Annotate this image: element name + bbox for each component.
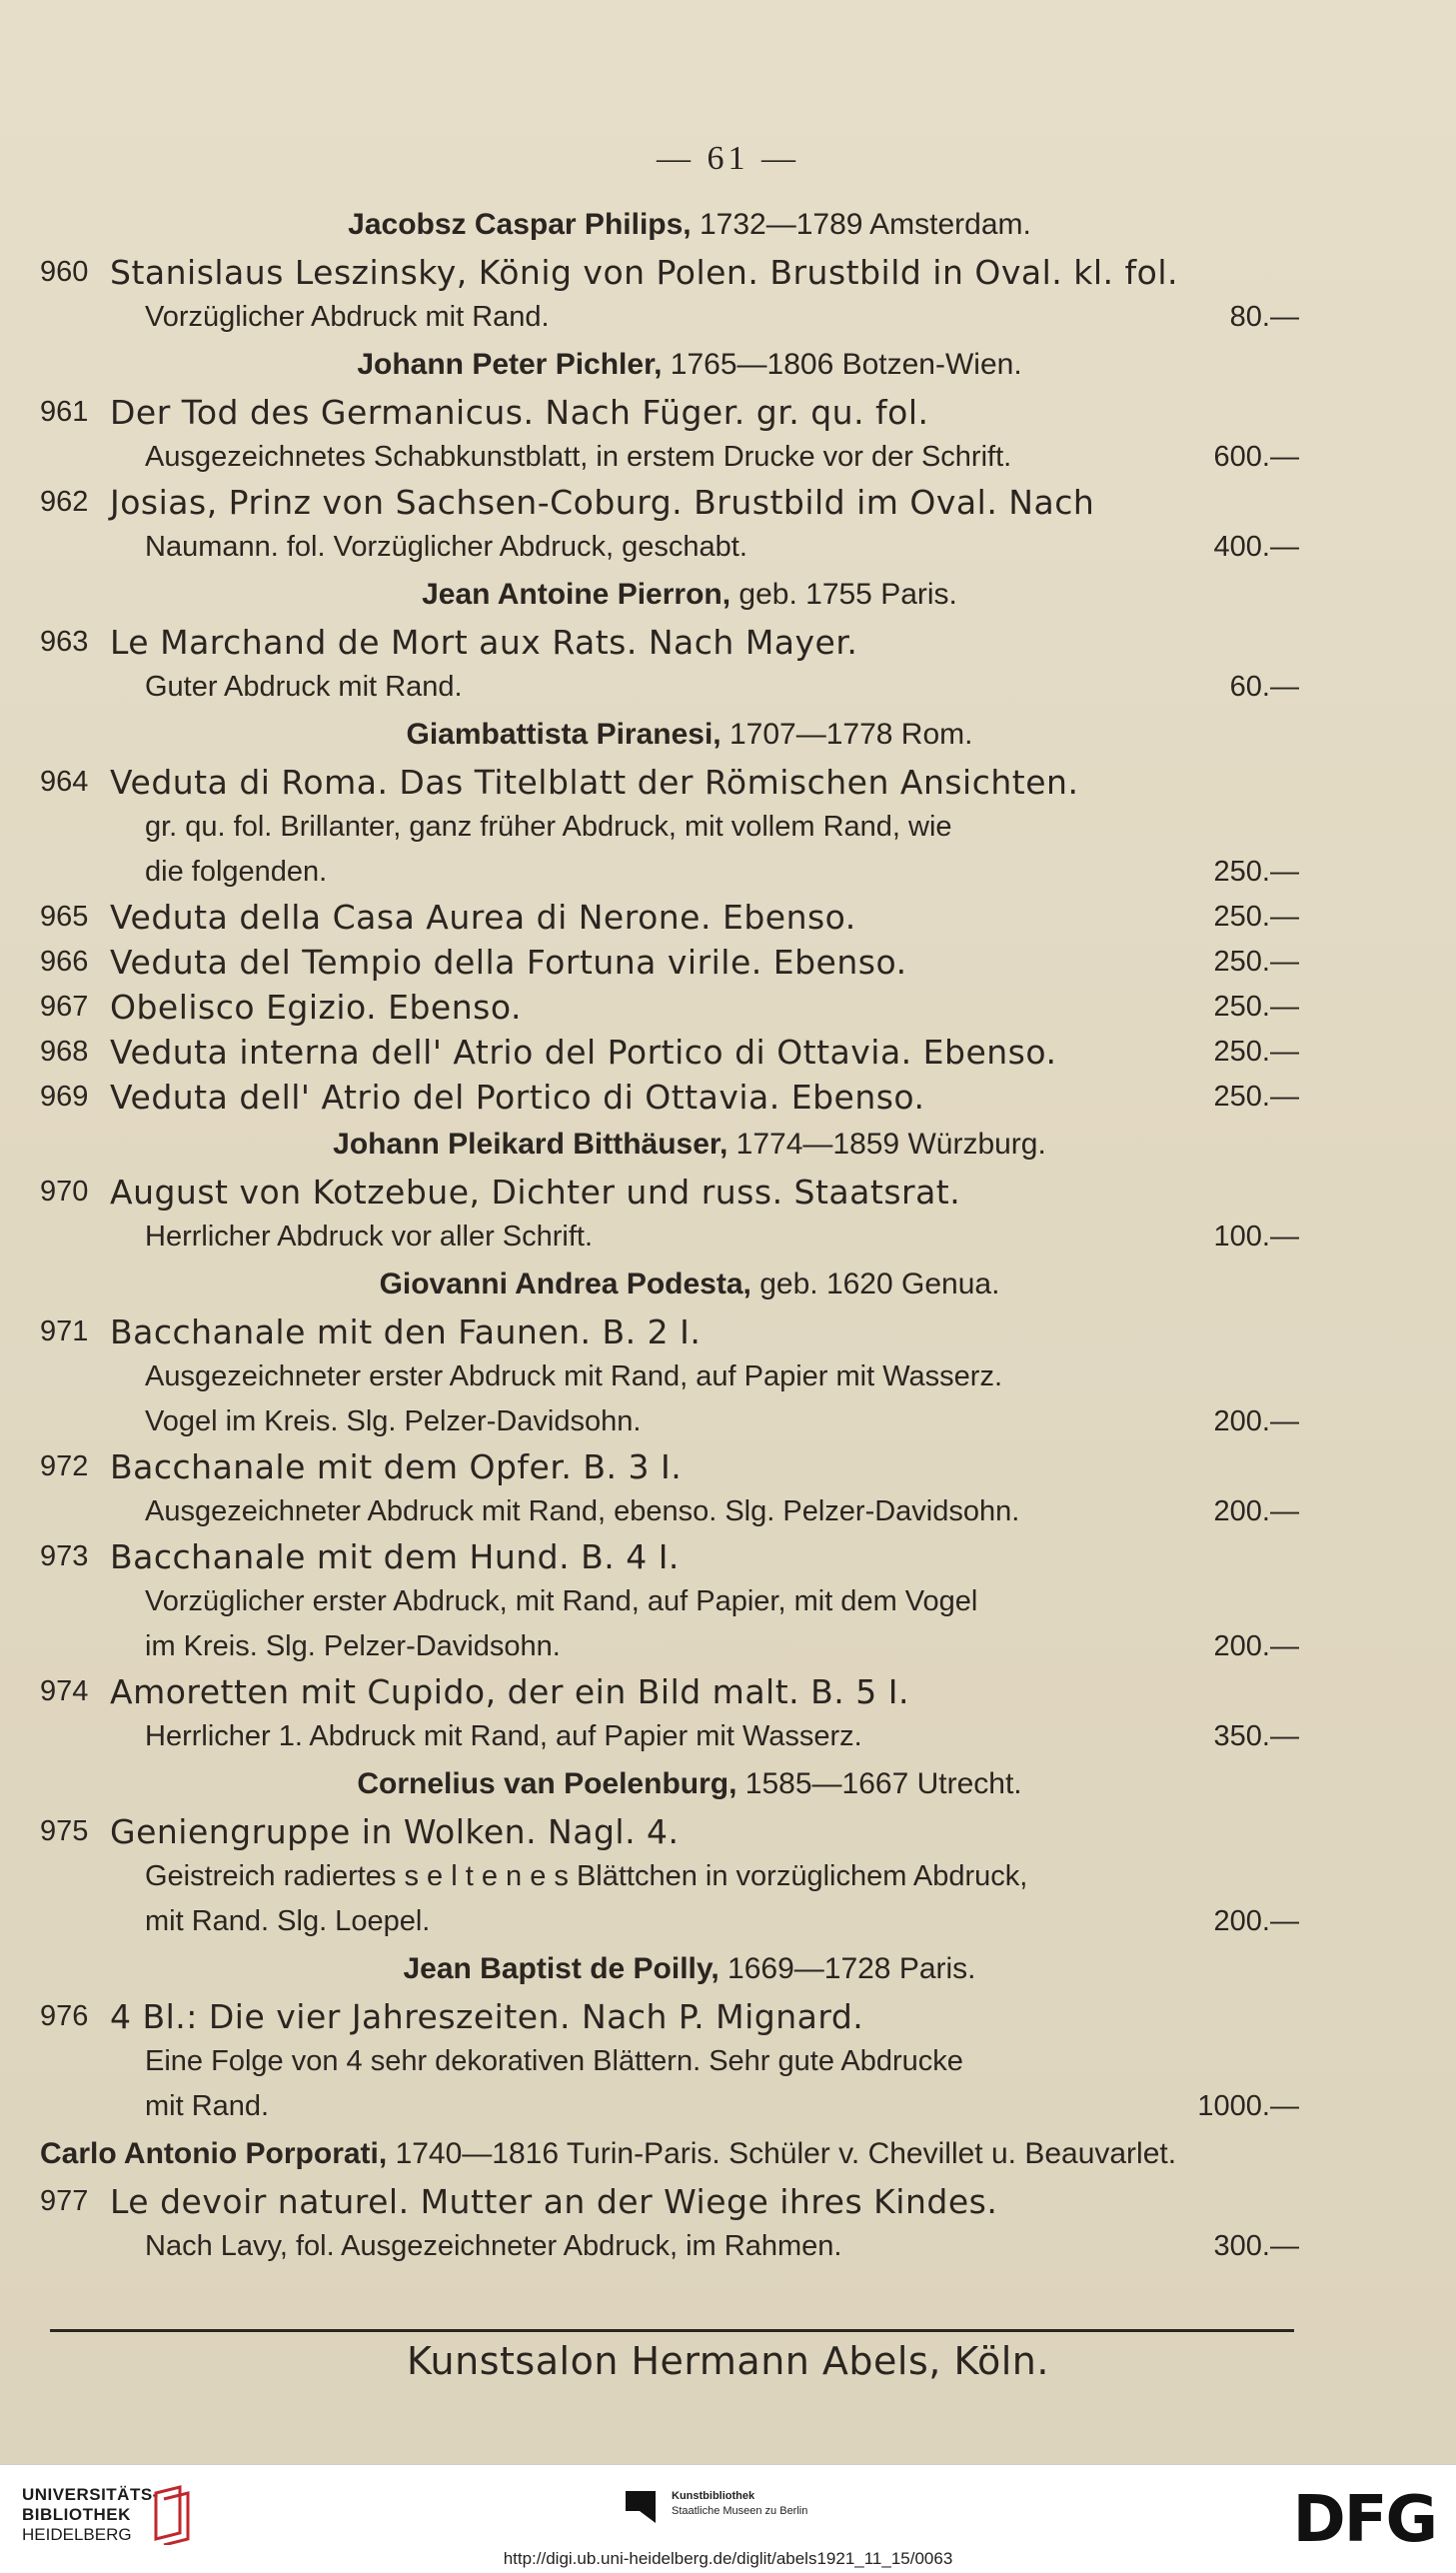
- artist-info: geb. 1620 Genua.: [759, 1268, 1000, 1300]
- lot-number: 960: [40, 256, 89, 288]
- lot-description: Ausgezeichnetes Schabkunstblatt, in erstem Drucke vor der Schrift.: [145, 441, 1012, 473]
- lot-entry: [40, 390, 1299, 480]
- lot-entry: [40, 480, 1299, 570]
- lot-number: 972: [40, 1450, 89, 1482]
- lot-line: [40, 1624, 1299, 1669]
- lot-price: 600.—: [1213, 441, 1299, 473]
- ub-logo-line: HEIDELBERG: [22, 2525, 132, 2544]
- lot-entry: [40, 1534, 1299, 1669]
- lot-title: Geniengruppe in Wolken. Nagl. 4.: [110, 1812, 680, 1851]
- artist-name: Johann Pleikard Bitthäuser,: [333, 1128, 728, 1161]
- lot-title: Veduta interna dell' Atrio del Portico di Ottavia. Ebenso.: [110, 1033, 1057, 1072]
- catalog-content: [40, 200, 1299, 2269]
- lot-price: 250.—: [1213, 1081, 1299, 1113]
- lot-description: Nach Lavy, fol. Ausgezeichneter Abdruck, im Rahmen.: [145, 2230, 842, 2262]
- lot-title: Bacchanale mit den Faunen. B. 2 I.: [110, 1312, 702, 1351]
- lot-line: [40, 2039, 1299, 2084]
- lot-line: [40, 390, 1299, 435]
- lot-entry: [40, 940, 1299, 985]
- lot-number: 971: [40, 1315, 89, 1347]
- artist-info: 1585—1667 Utrecht.: [744, 1767, 1022, 1800]
- artist-heading: [40, 340, 1299, 390]
- lot-line: [40, 1854, 1299, 1899]
- lot-entry: [40, 250, 1299, 340]
- lot-number: 975: [40, 1815, 89, 1847]
- lot-entry: [40, 895, 1299, 940]
- lot-price: 300.—: [1213, 2230, 1299, 2262]
- lot-line: [40, 250, 1299, 295]
- lot-number: 965: [40, 901, 89, 933]
- lot-title: August von Kotzebue, Dichter und russ. Staatsrat.: [110, 1173, 961, 1212]
- lot-line: [40, 1669, 1299, 1714]
- lot-line: [40, 1809, 1299, 1854]
- lot-title: Der Tod des Germanicus. Nach Füger. gr. qu. fol.: [110, 393, 929, 432]
- artist-name: Jacobsz Caspar Philips,: [348, 208, 692, 241]
- lot-line: [40, 2084, 1299, 2129]
- kunstbibliothek-label: [672, 2489, 807, 2519]
- lot-title: Le Marchand de Mort aux Rats. Nach Mayer.: [110, 623, 858, 662]
- lot-line: [40, 1579, 1299, 1624]
- artist-info: 1669—1728 Paris.: [728, 1952, 976, 1985]
- lot-number: 963: [40, 626, 89, 658]
- lot-entry: [40, 620, 1299, 710]
- lot-price: 60.—: [1229, 671, 1299, 703]
- bottom-bar: [0, 2464, 1456, 2573]
- lot-number: 964: [40, 766, 89, 798]
- artist-info: 1740—1816 Turin-Paris. Schüler v. Chevillet u. Beauvarlet.: [395, 2137, 1177, 2170]
- lot-price: 250.—: [1213, 901, 1299, 933]
- lot-line: [40, 1170, 1299, 1215]
- lot-entry: [40, 2179, 1299, 2269]
- lot-number: 968: [40, 1036, 89, 1068]
- lot-title: Bacchanale mit dem Opfer. B. 3 I.: [110, 1447, 683, 1486]
- lot-title: Stanislaus Leszinsky, König von Polen. Brustbild in Oval. kl. fol.: [110, 253, 1178, 292]
- artist-heading: [40, 2129, 1299, 2179]
- lot-description: Geistreich radiertes s e l t e n e s Blättchen in vorzüglichem Abdruck,: [145, 1860, 1028, 1892]
- lot-price: 80.—: [1229, 301, 1299, 333]
- lot-title: Veduta del Tempio della Fortuna virile. Ebenso.: [110, 943, 907, 982]
- lot-entry: [40, 985, 1299, 1030]
- lot-entry: [40, 760, 1299, 895]
- ub-mark-icon: [150, 2483, 198, 2545]
- lot-price: 200.—: [1213, 1630, 1299, 1662]
- lot-line: [40, 1534, 1299, 1579]
- lot-description: Vorzüglicher Abdruck mit Rand.: [145, 301, 550, 333]
- lot-description: Naumann. fol. Vorzüglicher Abdruck, geschabt.: [145, 531, 747, 563]
- lot-title: 4 Bl.: Die vier Jahreszeiten. Nach P. Mignard.: [110, 1997, 864, 2036]
- lot-line: [40, 665, 1299, 710]
- lot-description: Ausgezeichneter erster Abdruck mit Rand, auf Papier mit Wasserz.: [145, 1360, 1003, 1392]
- page-number: — 61 —: [657, 140, 799, 177]
- lot-price: 200.—: [1213, 1905, 1299, 1937]
- lot-description: gr. qu. fol. Brillanter, ganz früher Abdruck, mit vollem Rand, wie: [145, 811, 952, 843]
- ub-logo-line: BIBLIOTHEK: [22, 2505, 131, 2524]
- lot-price: 250.—: [1213, 856, 1299, 888]
- artist-info: 1774—1859 Würzburg.: [735, 1128, 1046, 1161]
- artist-info: 1707—1778 Rom.: [728, 718, 973, 751]
- lot-title: Josias, Prinz von Sachsen-Coburg. Brustbild im Oval. Nach: [110, 483, 1095, 522]
- artist-heading: [40, 1759, 1299, 1809]
- lot-line: [40, 895, 1299, 940]
- lot-title: Veduta di Roma. Das Titelblatt der Römischen Ansichten.: [110, 763, 1079, 802]
- footer-rule: [50, 2329, 1294, 2332]
- artist-name: Johann Peter Pichler,: [357, 348, 663, 381]
- artist-name: Jean Baptist de Poilly,: [403, 1952, 720, 1985]
- lot-number: 977: [40, 2185, 89, 2217]
- artist-name: Giovanni Andrea Podesta,: [379, 1268, 751, 1300]
- lot-line: [40, 1489, 1299, 1534]
- lot-title: Veduta dell' Atrio del Portico di Ottavia. Ebenso.: [110, 1078, 925, 1117]
- lot-line: [40, 1899, 1299, 1944]
- lot-title: Le devoir naturel. Mutter an der Wiege ihres Kindes.: [110, 2182, 998, 2221]
- artist-heading: [40, 1260, 1299, 1309]
- lot-line: [40, 2224, 1299, 2269]
- lot-line: [40, 850, 1299, 895]
- lot-line: [40, 940, 1299, 985]
- lot-title: Amoretten mit Cupido, der ein Bild malt. B. 5 I.: [110, 1672, 909, 1711]
- ub-heidelberg-logo[interactable]: [22, 2485, 159, 2545]
- lot-number: 967: [40, 991, 89, 1023]
- lot-title: Obelisco Egizio. Ebenso.: [110, 988, 522, 1027]
- lot-line: [40, 1030, 1299, 1075]
- lot-entry: [40, 1809, 1299, 1944]
- artist-heading: [40, 1944, 1299, 1994]
- lot-description: im Kreis. Slg. Pelzer-Davidsohn.: [145, 1630, 561, 1662]
- lot-entry: [40, 1170, 1299, 1260]
- lot-number: 974: [40, 1675, 89, 1707]
- lot-price: 250.—: [1213, 1036, 1299, 1068]
- lot-line: [40, 435, 1299, 480]
- artist-heading: [40, 710, 1299, 760]
- artist-heading: [40, 570, 1299, 620]
- lot-description: Eine Folge von 4 sehr dekorativen Blättern. Sehr gute Abdrucke: [145, 2045, 963, 2077]
- artist-name: Carlo Antonio Porporati,: [40, 2137, 388, 2170]
- lot-number: 962: [40, 486, 89, 518]
- lot-line: [40, 985, 1299, 1030]
- lot-line: [40, 480, 1299, 525]
- artist-name: Jean Antoine Pierron,: [422, 578, 731, 611]
- lot-price: 250.—: [1213, 946, 1299, 978]
- lot-entry: [40, 1994, 1299, 2129]
- artist-name: Cornelius van Poelenburg,: [357, 1767, 737, 1800]
- kunstbibliothek-logo-icon[interactable]: [624, 2487, 658, 2527]
- lot-description: Vorzüglicher erster Abdruck, mit Rand, auf Papier, mit dem Vogel: [145, 1585, 978, 1617]
- artist-heading: [40, 1120, 1299, 1170]
- lot-description: Herrlicher 1. Abdruck mit Rand, auf Papier mit Wasserz.: [145, 1720, 862, 1752]
- lot-description: Ausgezeichneter Abdruck mit Rand, ebenso. Slg. Pelzer-Davidsohn.: [145, 1495, 1020, 1527]
- lot-entry: [40, 1444, 1299, 1534]
- kb-line: Staatliche Museen zu Berlin: [672, 2505, 808, 2517]
- dfg-logo[interactable]: DFG: [1292, 2483, 1436, 2557]
- artist-heading: [40, 200, 1299, 250]
- lot-price: 250.—: [1213, 991, 1299, 1023]
- lot-price: 200.—: [1213, 1405, 1299, 1437]
- lot-entry: [40, 1669, 1299, 1759]
- lot-title: Bacchanale mit dem Hund. B. 4 I.: [110, 1537, 680, 1576]
- lot-number: 969: [40, 1081, 89, 1113]
- lot-line: [40, 760, 1299, 805]
- lot-description: mit Rand.: [145, 2090, 270, 2122]
- artist-name: Giambattista Piranesi,: [406, 718, 722, 751]
- lot-entry: [40, 1075, 1299, 1120]
- lot-price: 100.—: [1213, 1221, 1299, 1253]
- footer-title: Kunstsalon Hermann Abels, Köln.: [407, 2339, 1049, 2383]
- artist-info: 1765—1806 Botzen-Wien.: [670, 348, 1022, 381]
- artist-info: 1732—1789 Amsterdam.: [699, 208, 1031, 241]
- lot-line: [40, 1075, 1299, 1120]
- lot-price: 400.—: [1213, 531, 1299, 563]
- lot-price: 350.—: [1213, 1720, 1299, 1752]
- lot-line: [40, 1309, 1299, 1354]
- lot-line: [40, 1215, 1299, 1260]
- lot-line: [40, 1714, 1299, 1759]
- lot-entry: [40, 1030, 1299, 1075]
- lot-number: 970: [40, 1176, 89, 1208]
- lot-title: Veduta della Casa Aurea di Nerone. Ebenso.: [110, 898, 856, 937]
- lot-description: die folgenden.: [145, 856, 328, 888]
- lot-line: [40, 1444, 1299, 1489]
- lot-line: [40, 295, 1299, 340]
- lot-number: 961: [40, 396, 89, 428]
- lot-line: [40, 1994, 1299, 2039]
- lot-line: [40, 1354, 1299, 1399]
- lot-line: [40, 1399, 1299, 1444]
- lot-line: [40, 525, 1299, 570]
- kb-line: Kunstbibliothek: [672, 2490, 755, 2502]
- lot-description: mit Rand. Slg. Loepel.: [145, 1905, 431, 1937]
- lot-price: 200.—: [1213, 1495, 1299, 1527]
- lot-entry: [40, 1309, 1299, 1444]
- lot-line: [40, 620, 1299, 665]
- page-url-link[interactable]: http://digi.ub.uni-heidelberg.de/diglit/abels1921_11_15/0063: [503, 2549, 953, 2568]
- lot-description: Herrlicher Abdruck vor aller Schrift.: [145, 1221, 594, 1253]
- lot-description: Vogel im Kreis. Slg. Pelzer-Davidsohn.: [145, 1405, 642, 1437]
- lot-number: 966: [40, 946, 89, 978]
- lot-number: 976: [40, 2000, 89, 2032]
- lot-price: 1000.—: [1197, 2090, 1299, 2122]
- lot-number: 973: [40, 1540, 89, 1572]
- lot-line: [40, 2179, 1299, 2224]
- lot-description: Guter Abdruck mit Rand.: [145, 671, 463, 703]
- lot-line: [40, 805, 1299, 850]
- artist-info: geb. 1755 Paris.: [738, 578, 957, 611]
- ub-logo-line: UNIVERSITÄTS-: [22, 2485, 159, 2504]
